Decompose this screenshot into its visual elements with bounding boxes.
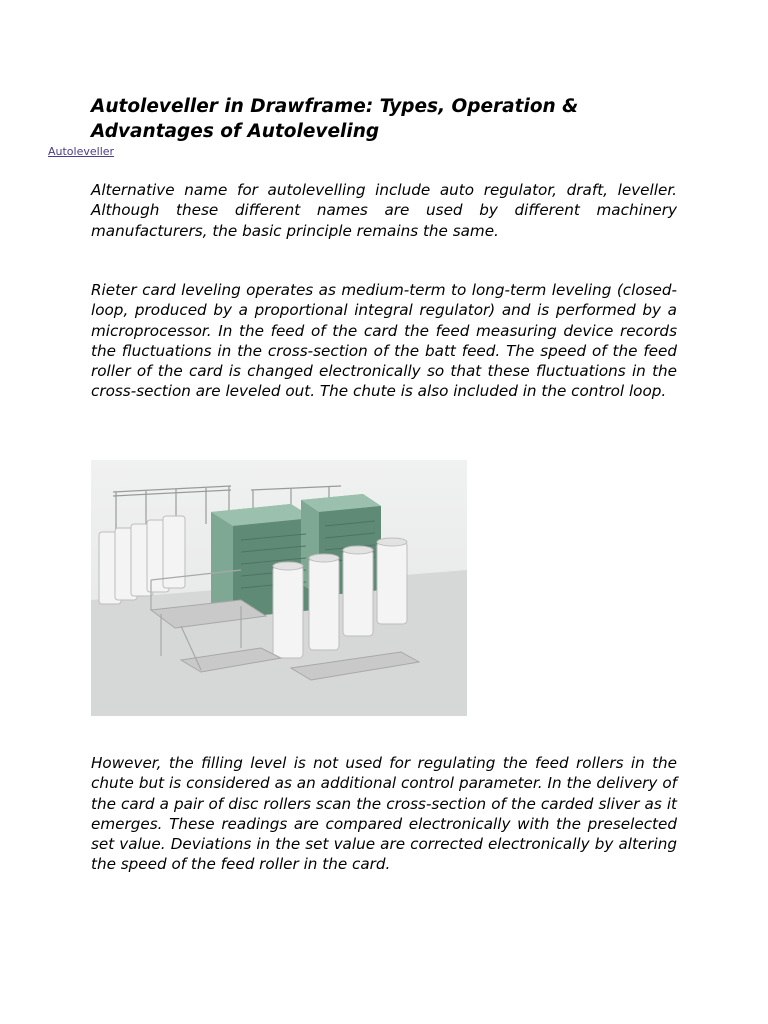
drawframe-machine-image bbox=[91, 460, 467, 716]
drawframe-machine-illustration bbox=[91, 460, 467, 716]
paragraph-intro: Alternative name for autolevelling include auto regulator, draft, leveller. Although these different names are used by different machinery manufacturers, the basic principle remains the same. bbox=[91, 181, 677, 240]
paragraph-filling-level: However, the filling level is not used for regulating the feed rollers in the chute but is considered as an additional control parameter. In the delivery of the card a pair of disc rollers scan the cross-section of the carded sliver as it emerges. These readings are compared electronically with the preselected set value. Deviations in the set value are corrected electronically by altering the speed of the feed roller in the card. bbox=[91, 754, 677, 874]
paragraph-rieter-card-leveling: Rieter card leveling operates as medium-term to long-term leveling (closed-loop, produced by a proportional integral regulator) and is performed by a microprocessor. In the feed of the card the feed measuring device records the fluctuations in the cross-section of the batt feed. The speed of the feed roller of the card is changed electronically so that these fluctuations in the cross-section are leveled out. The chute is also included in the control loop. bbox=[91, 281, 677, 401]
autoleveller-link[interactable]: Autoleveller bbox=[48, 145, 115, 158]
page-title: Autoleveller in Drawframe: Types, Operation & Advantages of Autoleveling bbox=[91, 96, 579, 142]
